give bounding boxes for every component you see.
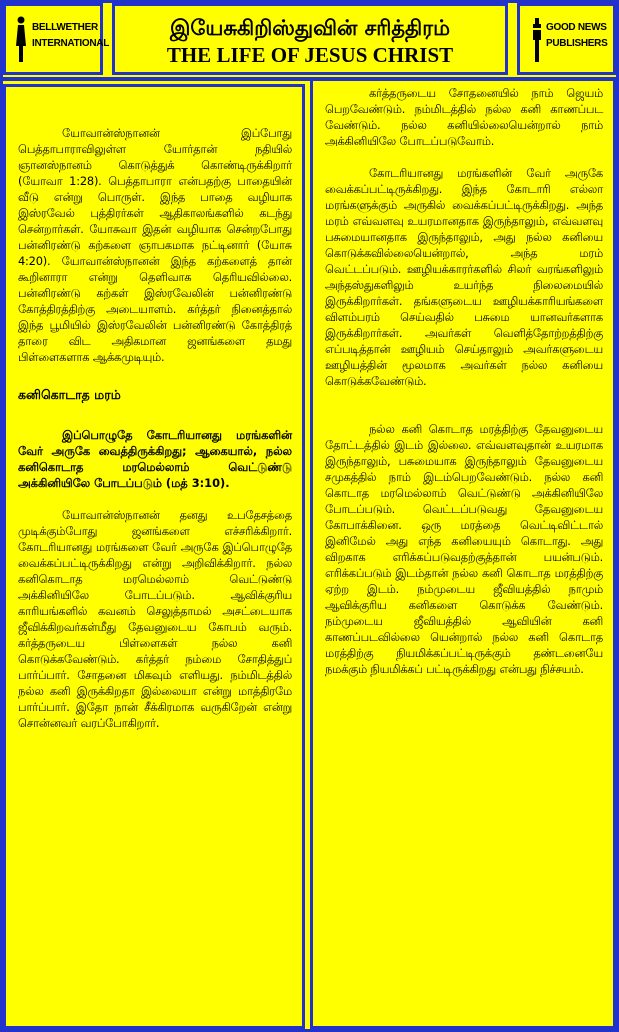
bell-figure-icon <box>14 16 28 64</box>
title-box <box>112 3 508 75</box>
paragraph: யோவான்ஸ்நானன் தனது உபதேசத்தை முடிக்கும்போது ஜனங்களை எச்சரிக்கிறார். கோடரியானது மரங்களை வேர் அருகே இப்பொழுதே வைக்கப்பட்டிருக்கிறது என்று அறிவிக்கிறார். நல்ல கனிகொடாத மரமெல்லாம் வெட்டுண்டு அக்கினியிலே போடப்படும். ஆவிக்குரிய காரியங்களில் கவனம் செலுத்தாமல் அசட்டையாக ஜீவிக்கிறவர்கள்மீது தேவனுடைய கோபம் வரும். கர்த்தருடைய பிள்ளைகள் நல்ல கனி கொடுக்கவேண்டும். கர்த்தர் நம்மை சோதித்துப் பார்ப்பார். சோதனை மிகவும் எளியது. நம்மிடத்தில் நல்ல கனி இருக்கிறதா இல்லையா என்று மாத்திரமே பார்ப்பார். இதோ நான் சீக்கிரமாக வருகிறேன் என்று சொன்னவர் வரப்போகிறார். <box>18 508 292 730</box>
page-title-tamil: இயேசுகிறிஸ்துவின் சரித்திரம் <box>169 16 451 40</box>
bellwether-logo <box>3 3 110 75</box>
left-column <box>3 84 305 1029</box>
section-heading: கனிகொடாத மரம் <box>18 387 121 402</box>
scripture-verse: இப்பொழுதே கோடரியானது மரங்களின் வேர் அருகே வைத்திருக்கிறது; ஆகையால், நல்ல கனிகொடாத மரமெல்லாம் வெட்டுண்டு அக்கினியிலே போடப்படும் (மத் 3:10). <box>18 428 292 490</box>
paragraph: நல்ல கனி கொடாத மரத்திற்கு தேவனுடைய தோட்டத்தில் இடம் இல்லை. எவ்வளவுதான் உயரமாக இருந்தாலும், பசுமையாக இருந்தாலும் தேவனுடைய சமுகத்தில் நாம் இடம்பெறவேண்டும். நல்ல கனி கொடாத மரமெல்லாம் வெட்டுண்டு அக்கினியிலே போடப்படும். வெட்டப்படுவது தேவனுடைய கோபாக்கினை. ஒரு மரத்தை வெட்டிவிட்டால் இனிமேல் அது எந்த கனியையும் கொடாது. அது விறகாக எரிக்கப்படுவதற்குத்தான் பயன்படும். எரிக்கப்படும் இடம்தான் நல்ல கனி கொடாத மரத்திற்கு ஏற்ற இடம். நம்முடைய ஜீவியத்தில் நாமும் ஆவிக்குரிய கனிகளை கொடுக்க வேண்டும். நம்முடைய ஜீவியத்தில் ஆவியின் கனி காணப்படவில்லை யென்றால் நல்ல கனி கொடாத மரத்திற்கு நியமிக்கப்பட்டிருக்கும் தண்டனையே நமக்கும் நியமிக்கப் பட்டிருக்கிறது என்பது நிச்சயம். <box>325 422 603 676</box>
torch-figure-icon <box>530 16 544 64</box>
bellwether-logo-text: BELLWETHER INTERNATIONAL <box>32 22 110 49</box>
paragraph: யோவான்ஸ்நானன் இப்போது பெத்தாபாராவிலுள்ள யோர்தான் நதியில் ஞானஸ்நானம் கொடுத்துக் கொண்டிருக்கிறார் (யோவா 1:28). பெத்தாபாரா என்பதற்கு பாதையின் வீடு என்று பொருள். இந்த பாதை வழியாக இஸ்ரவேல் புத்திரர்கள் ஆதிகாலங்களில் கடந்து சென்றார்கள். யோசுவா இதன் வழியாக சென்றபோது பன்னிரண்டு கற்களை ஞாபகமாக நட்டினார் (யோசு 4:20). யோவான்ஸ்நானன் இந்த கற்களைத் தான் கூறினாரா என்று தெளிவாக தெரியவில்லை. பன்னிரண்டு கற்கள் இஸ்ரவேலின் பன்னிரண்டு கோத்திரத்திற்கு அடையாளம். கர்த்தர் நினைத்தால் இந்த பூமியில் இஸ்ரவேலின் பன்னிரண்டு கோத்திரத் தாரை விட அதிகமான ஜனங்களை தமது பிள்ளைகளாக ஆக்கமுடியும். <box>18 126 292 364</box>
paragraph: கோடரியானது மரங்களின் வேர் அருகே வைக்கப்பட்டிருக்கிறது. இந்த கோடாரி எல்லா மரங்களுக்கும் அருகில் வைக்கப்பட்டிருக்கிறது. அந்த மரம் எவ்வளவு உயரமானதாக இருந்தாலும், எவ்வளவு பசுமையானதாக இருந்தாலும், அது நல்ல கனியை கொடுக்கவில்லையென்றால், அந்த மரம் வெட்டப்படும். ஊழியக்காரர்களில் சிலர் வரங்களிலும் அந்தஸ்துகளிலும் உயர்ந்த நிலைமையில் இருக்கிறார்கள். தங்களுடைய ஊழியக்காரியங்களை விளம்பரம் செய்வதில் பசுமை யானவர்களாக இருக்கிறார்கள். அவர்கள் வெளித்தோற்றத்திற்கு எப்படித்தான் ஊழியம் செய்தாலும் அவர்களுடைய ஊழியத்தின் மூலமாக அவர்கள் நல்ல கனியை கொடுக்கவேண்டும். <box>325 166 603 388</box>
paragraph: கர்த்தருடைய சோதனையில் நாம் ஜெயம் பெறவேண்டும். நம்மிடத்தில் நல்ல கனி காணப்பட வேண்டும். நல்ல கனியில்லையென்றால் நாம் அக்கினியிலே போடப்படுவோம். <box>325 86 603 148</box>
page-title-english: THE LIFE OF JESUS CHRIST <box>166 43 454 67</box>
good-news-logo-text: GOOD NEWS PUBLISHERS <box>546 22 608 49</box>
right-column <box>310 81 616 1029</box>
good-news-logo <box>517 3 616 75</box>
